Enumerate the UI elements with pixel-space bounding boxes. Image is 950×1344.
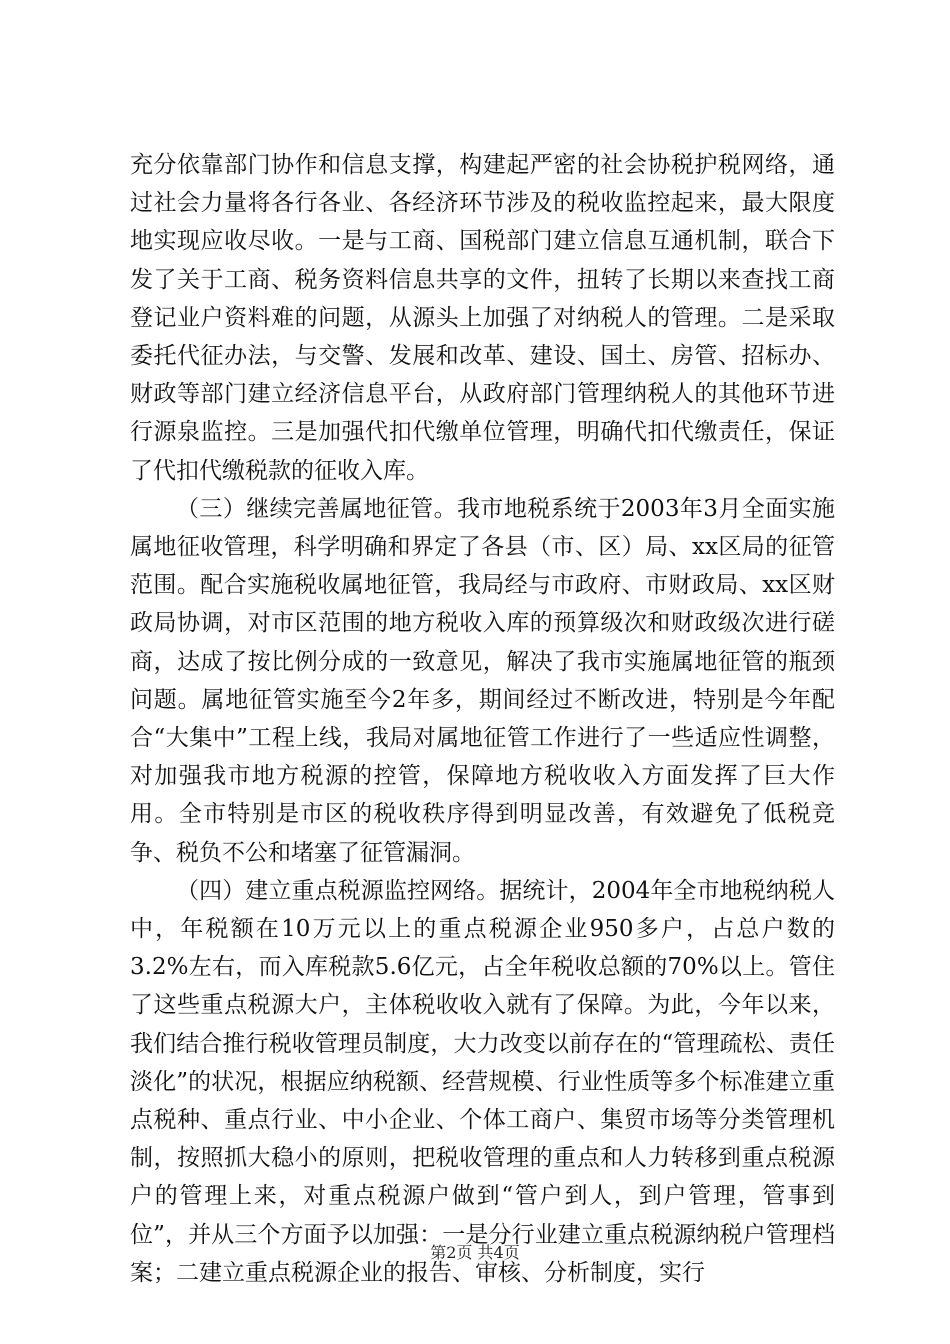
paragraph-continuation: 充分依靠部门协作和信息支撑，构建起严密的社会协税护税网络，通过社会力量将各行各业、各经济环节涉及的税收监控起来，最大限度地实现应收尽收。一是与工商、国税部门建立信息互通机制，联合下发了关于工商、税务资料信息共享的文件，扭转了长期以来查找工商登记业户资料难的问题，从源头上加强了对纳税人的管理。二是采取委托代征办法，与交警、发展和改革、建设、国土、房管、招标办、财政等部门建立经济信息平台，从政府部门管理纳税人的其他环节进行源泉监控。三是加强代扣代缴单位管理，明确代扣代缴责任，保证了代扣代缴税款的征收入库。 [130, 152, 835, 484]
document-body [130, 146, 835, 1292]
page-footer: 第2页 共4页 [430, 1243, 520, 1262]
paragraph-territorial-collection: （三）继续完善属地征管。我市地税系统于2003年3月全面实施属地征收管理，科学明确和界定了各县（市、区）局、xx区局的征管范围。配合实施税收属地征管，我局经与市政府、市财政局、xx区财政局协调，对市区范围的地方税收入库的预算级次和财政级次进行磋商，达成了按比例分成的一致意见，解决了我市实施属地征管的瓶颈问题。属地征管实施至今2年多，期间经过不断改进，特别是今年配合“大集中”工程上线，我局对属地征管工作进行了一些适应性调整，对加强我市地方税源的控管，保障地方税收收入方面发挥了巨大作用。全市特别是市区的税收秩序得到明显改善，有效避免了低税竞争、税负不公和堵塞了征管漏洞。 [130, 495, 835, 866]
paragraph-key-tax-source-monitoring: （四）建立重点税源监控网络。据统计，2004年全市地税纳税人中，年税额在10万元以上的重点税源企业950多户，占总户数的3.2%左右，而入库税款5.6亿元，占全年税收总额的70%以上。管住了这些重点税源大户，主体税收收入就有了保障。为此，今年以来，我们结合推行税收管理员制度，大力改变以前存在的“管理疏松、责任淡化”的状况，根据应纳税额、经营规模、行业性质等多个标准建立重点税种、重点行业、中小企业、个体工商户、集贸市场等分类管理机制，按照抓大稳小的原则，把税收管理的重点和人力转移到重点税源户的管理上来，对重点税源户做到“管户到人，到户管理，管事到位”，并从三个方面予以加强：一是分行业建立重点税源纳税户管理档案；二建立重点税源企业的报告、审核、分析制度，实行 [130, 877, 835, 1286]
